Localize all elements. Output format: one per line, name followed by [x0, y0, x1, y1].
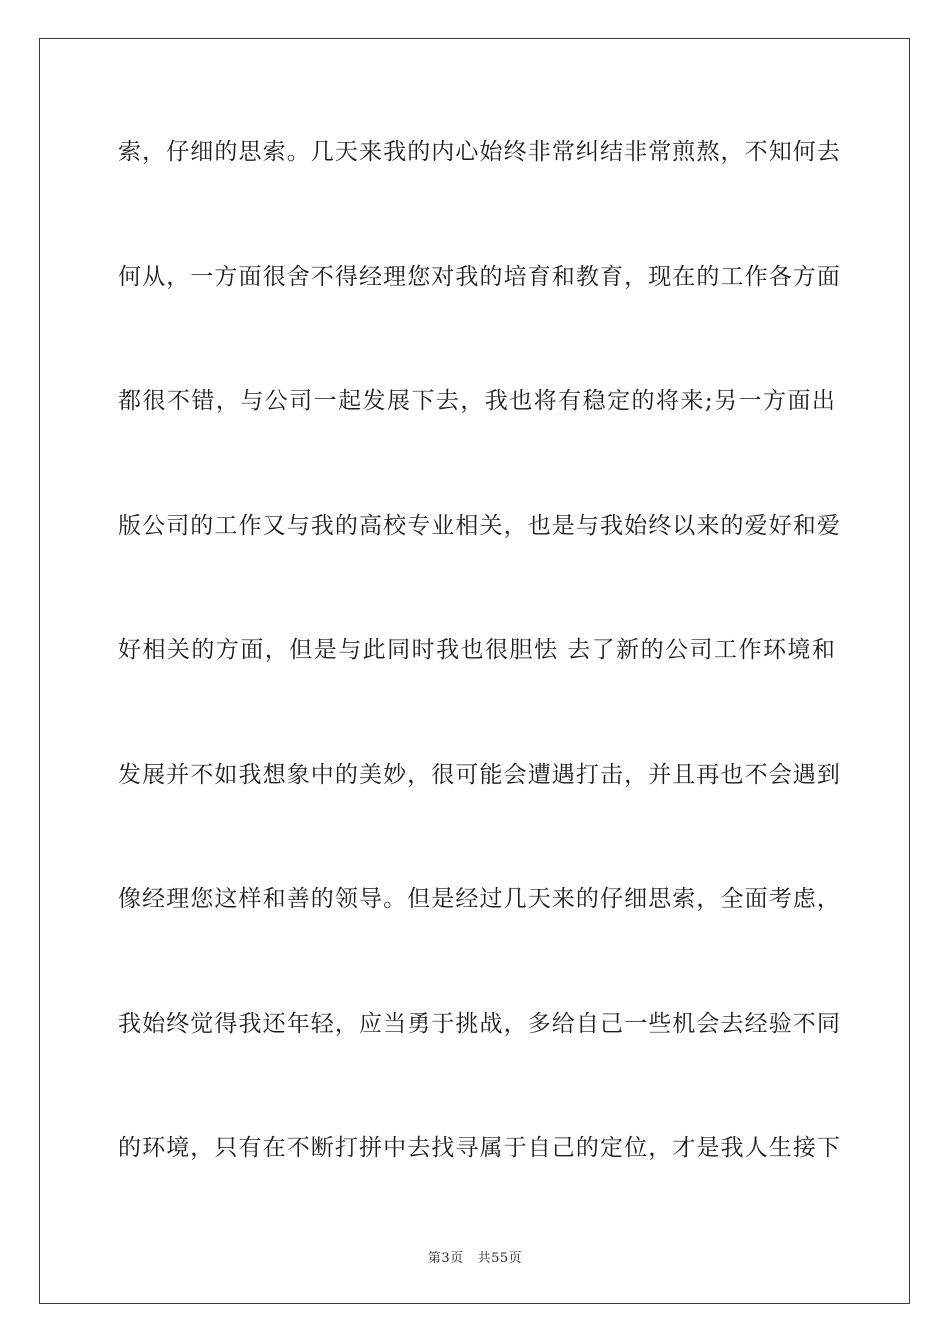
text-line: 像经理您这样和善的领导。但是经过几天来的仔细思索，全面考虑， — [118, 886, 841, 912]
document-body — [118, 126, 841, 1247]
page-total: 共55页 — [477, 1251, 523, 1266]
text-line: 索，仔细的思索。几天来我的内心始终非常纠结非常煎熬，不知何去 — [118, 139, 841, 165]
text-line: 好相关的方面，但是与此同时我也很胆怯 去了新的公司工作环境和 — [118, 637, 836, 663]
text-line: 版公司的工作又与我的高校专业相关，也是与我始终以来的爱好和爱 — [118, 512, 841, 539]
text-line: 的环境，只有在不断打拼中去找寻属于自己的定位，才是我人生接下 — [118, 1135, 841, 1161]
page-number: 第3页 — [427, 1251, 464, 1266]
page-footer — [0, 1247, 950, 1266]
text-line: 我始终觉得我还年轻，应当勇于挑战，多给自己一些机会去经验不同 — [118, 1010, 841, 1037]
text-line: 都很不错，与公司一起发展下去，我也将有稳定的将来;另一方面出 — [118, 388, 836, 414]
text-line: 何从，一方面很舍不得经理您对我的培育和教育，现在的工作各方面 — [118, 263, 841, 290]
text-line: 发展并不如我想象中的美妙，很可能会遭遇打击，并且再也不会遇到 — [118, 761, 841, 788]
